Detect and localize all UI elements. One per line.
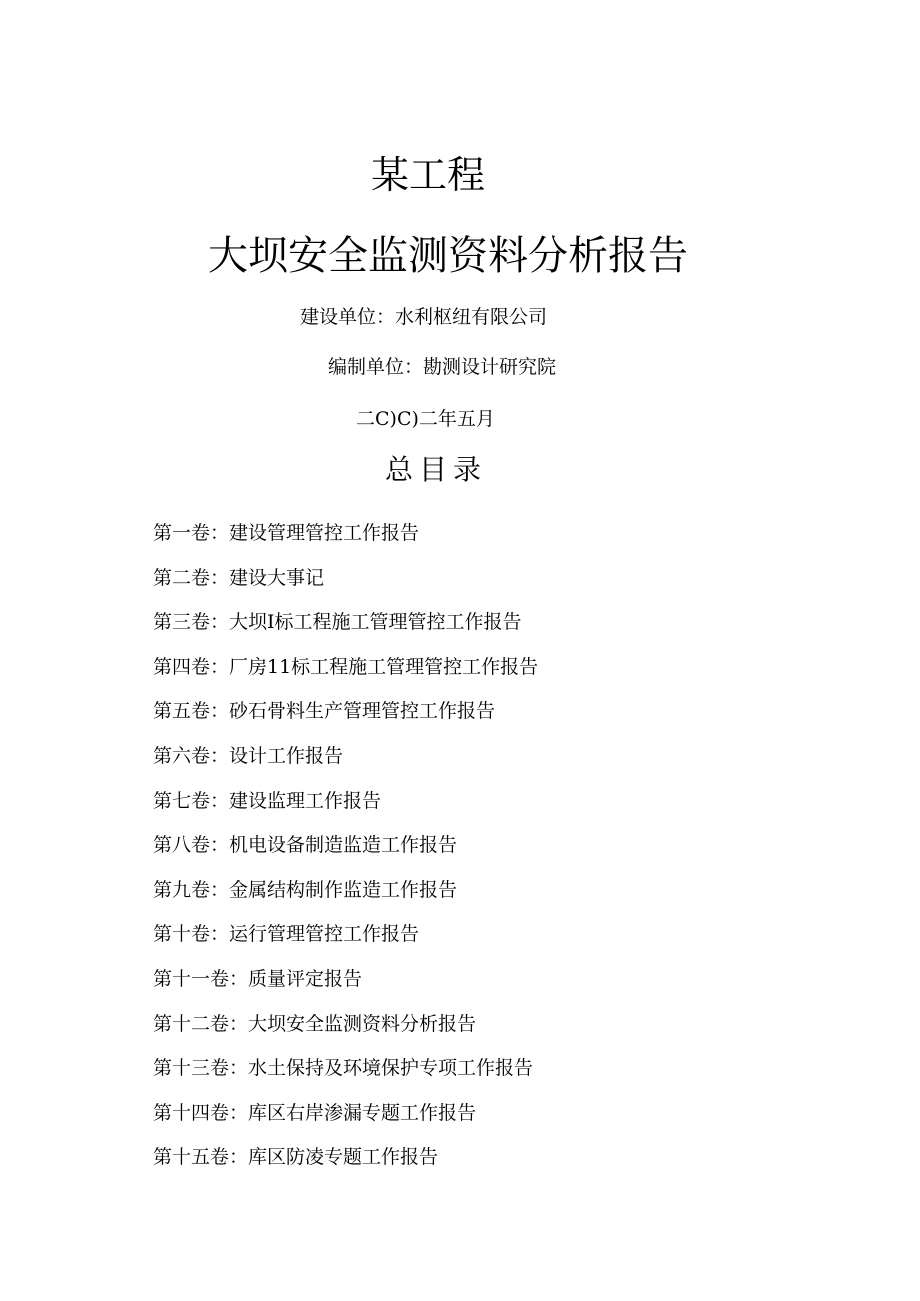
toc-item: 第三卷：大坝I标工程施工管理管控工作报告 bbox=[153, 611, 522, 634]
toc-item: 第一卷：建设管理管控工作报告 bbox=[153, 522, 420, 544]
document-title-line-2: 大坝安全监测资料分析报告 bbox=[208, 233, 688, 279]
toc-item: 第十二卷：大坝安全监测资料分析报告 bbox=[153, 1012, 477, 1035]
toc-item: 第十三卷：水土保持及环境保护专项工作报告 bbox=[153, 1057, 534, 1080]
toc-item: 第十卷：运行管理管控工作报告 bbox=[153, 923, 420, 946]
toc-item: 第二卷：建设大事记 bbox=[153, 566, 325, 589]
builder-unit: 建设单位：水利枢纽有限公司 bbox=[300, 306, 548, 328]
toc-item: 第五卷：砂石骨料生产管理管控工作报告 bbox=[153, 700, 496, 723]
toc-list bbox=[153, 522, 538, 1191]
toc-item: 第十五卷：库区防凌专题工作报告 bbox=[153, 1146, 439, 1169]
document-date: 二C)C)二年五月 bbox=[356, 408, 495, 430]
toc-item: 第十四卷：库区右岸渗漏专题工作报告 bbox=[153, 1101, 477, 1124]
toc-item: 第九卷：金属结构制作监造工作报告 bbox=[153, 878, 458, 901]
toc-item: 第四卷：厂房11标工程施工管理管控工作报告 bbox=[153, 655, 539, 678]
compiler-unit: 编制单位：勘测设计研究院 bbox=[328, 356, 557, 378]
toc-item: 第八卷：机电设备制造监造工作报告 bbox=[153, 834, 458, 857]
document-title-line-1: 某工程 bbox=[370, 153, 485, 197]
toc-title: 总目录 bbox=[385, 453, 488, 486]
toc-item: 第十一卷：质量评定报告 bbox=[153, 967, 363, 990]
toc-item: 第七卷：建设监理工作报告 bbox=[153, 789, 382, 812]
toc-item: 第六卷：设计工作报告 bbox=[153, 744, 344, 767]
